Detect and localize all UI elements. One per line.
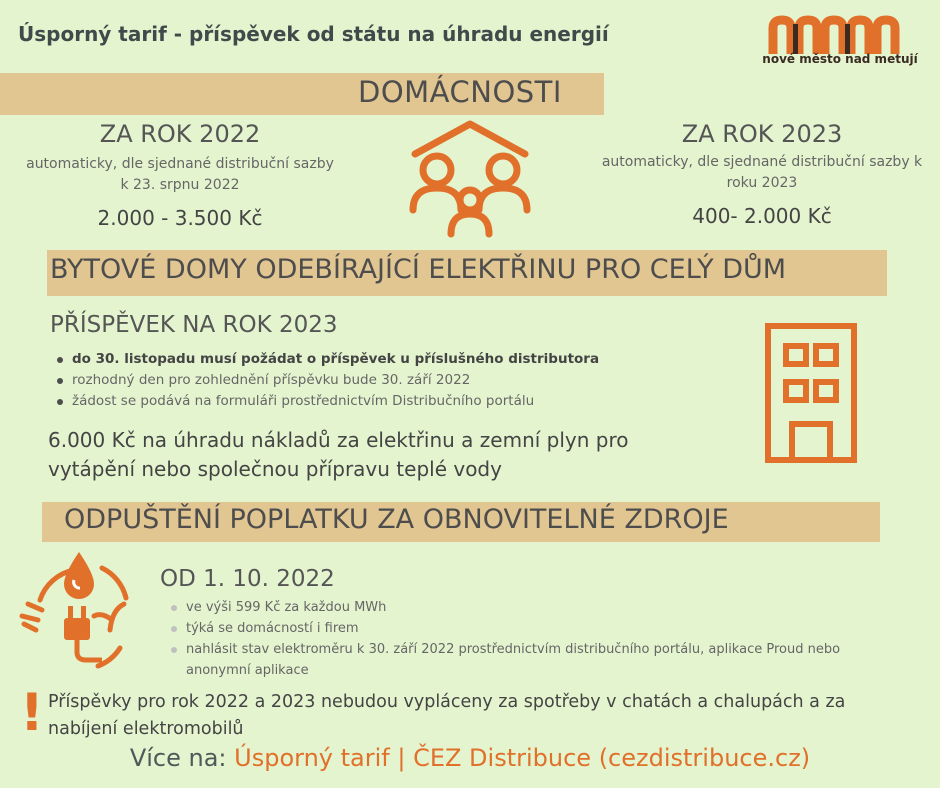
footer <box>0 744 940 772</box>
apartments-bullets <box>52 349 692 412</box>
renewables-subheading: OD 1. 10. 2022 <box>160 566 335 592</box>
households-2023-title: ZA ROK 2023 <box>681 120 843 148</box>
notice-text: Příspěvky pro rok 2022 a 2023 nebudou vypláceny za spotřeby v chatách a chalupách a za nabíjení elektromobilů <box>48 692 846 739</box>
renewables-bullets <box>166 597 866 681</box>
building-icon <box>756 320 866 465</box>
logo-mark <box>765 14 935 54</box>
households-2022-note: automaticky, dle sjednané distribuční sazby k 23. srpnu 2022 <box>26 156 334 193</box>
logo-caption: nové město nad metují <box>762 52 918 66</box>
logo <box>755 14 925 70</box>
households-heading: DOMÁCNOSTI <box>358 75 562 109</box>
apartments-amount: 6.000 Kč na úhradu nákladů za elektřinu a zemní plyn pro vytápění nebo společnou přípravu teplé vody <box>48 428 629 481</box>
renewable-energy-icon <box>14 548 144 678</box>
apartments-heading: BYTOVÉ DOMY ODEBÍRAJÍCÍ ELEKTŘINU PRO CELÝ DŮM <box>50 254 787 285</box>
list-item: nahlásit stav elektroměru k 30. září 2022 prostřednictvím distribučního portálu, aplikace Proud nebo anonymní aplikace <box>166 639 866 681</box>
households-2023 <box>596 120 928 228</box>
list-item: žádost se podává na formuláři prostřednictvím Distribučního portálu <box>52 391 692 412</box>
households-2022-amount: 2.000 - 3.500 Kč <box>97 206 263 230</box>
list-item: týká se domácností i firem <box>166 618 866 639</box>
warning-icon: ! <box>20 683 44 743</box>
list-item: do 30. listopadu musí požádat o příspěvek u příslušného distributora <box>52 349 692 370</box>
households-2022 <box>20 120 340 230</box>
footer-link[interactable]: Úsporný tarif | ČEZ Distribuce (cezdistribuce.cz) <box>234 744 811 772</box>
footer-prefix: Více na: <box>129 744 235 772</box>
apartments-subheading: PŘÍSPĚVEK NA ROK 2023 <box>50 312 338 338</box>
renewables-heading: ODPUŠTĚNÍ POPLATKU ZA OBNOVITELNÉ ZDROJE <box>64 504 729 535</box>
house-family-icon <box>405 118 535 238</box>
page-title: Úsporný tarif - příspěvek od státu na úhradu energií <box>18 22 609 46</box>
households-2023-note: automaticky, dle sjednané distribuční sazby k roku 2023 <box>601 154 923 191</box>
households-2023-amount: 400- 2.000 Kč <box>692 204 832 228</box>
list-item: rozhodný den pro zohlednění příspěvku bude 30. září 2022 <box>52 370 692 391</box>
list-item: ve výši 599 Kč za každou MWh <box>166 597 866 618</box>
households-2022-title: ZA ROK 2022 <box>99 120 261 148</box>
